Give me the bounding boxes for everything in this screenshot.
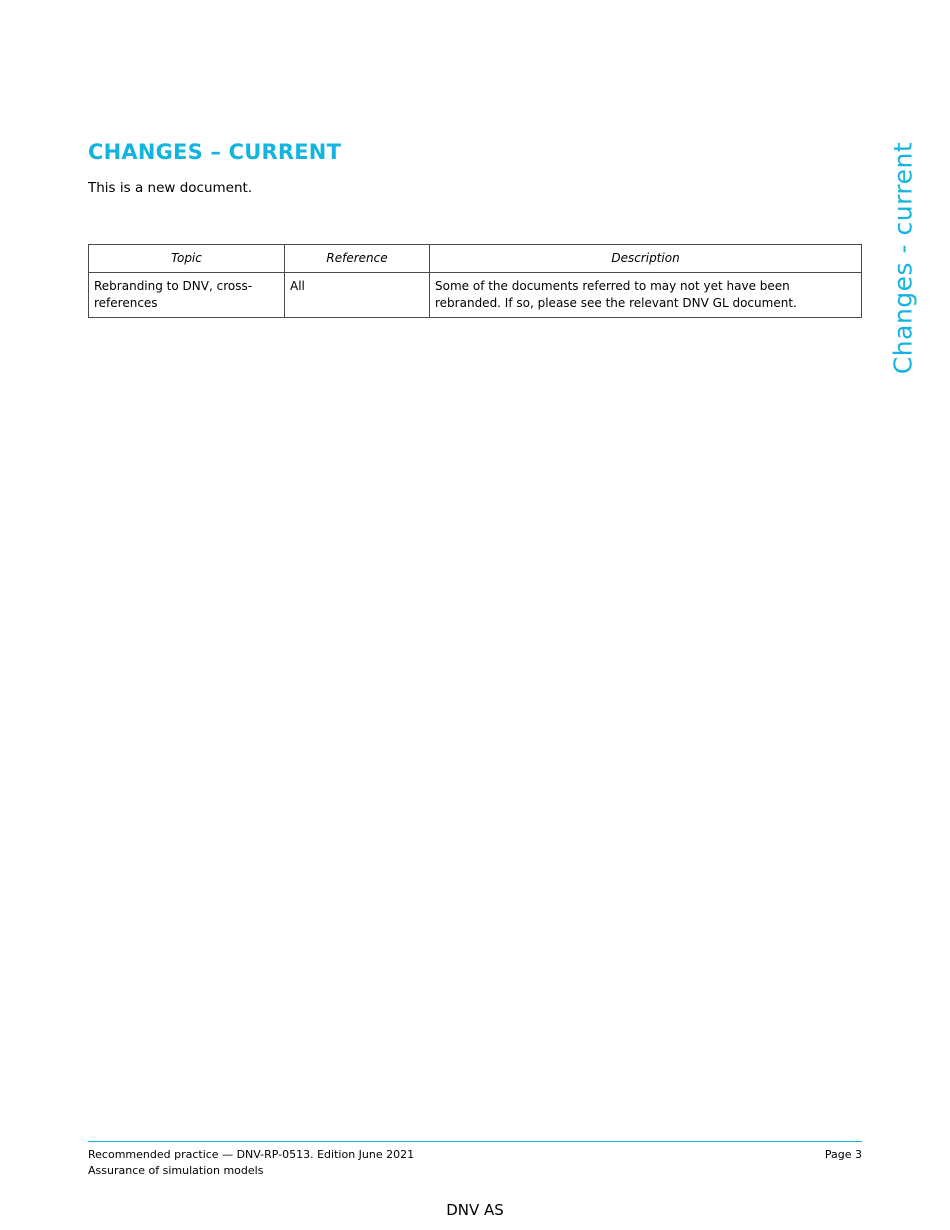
footer-divider [88, 1141, 862, 1142]
table-row [89, 273, 862, 318]
footer-document-subtitle: Assurance of simulation models [88, 1164, 264, 1177]
table-header-row [89, 245, 862, 273]
header-description: Description [430, 245, 862, 273]
cell-description: Some of the documents referred to may not yet have been rebranded. If so, please see the relevant DNV GL document. [430, 273, 862, 318]
cell-topic: Rebranding to DNV, cross-references [89, 273, 285, 318]
page-number: Page 3 [824, 1148, 862, 1161]
header-reference: Reference [285, 245, 430, 273]
footer-document-title: Recommended practice — DNV-RP-0513. Edition June 2021 [88, 1148, 415, 1161]
header-topic: Topic [89, 245, 285, 273]
footer-info [88, 1147, 414, 1179]
side-tab [878, 140, 928, 375]
company-name: DNV AS [446, 1201, 504, 1219]
page-heading: CHANGES – CURRENT [88, 140, 342, 164]
cell-reference: All [285, 273, 430, 318]
intro-text: This is a new document. [88, 180, 253, 196]
changes-table [88, 244, 862, 318]
side-tab-label: Changes - current [888, 141, 918, 374]
